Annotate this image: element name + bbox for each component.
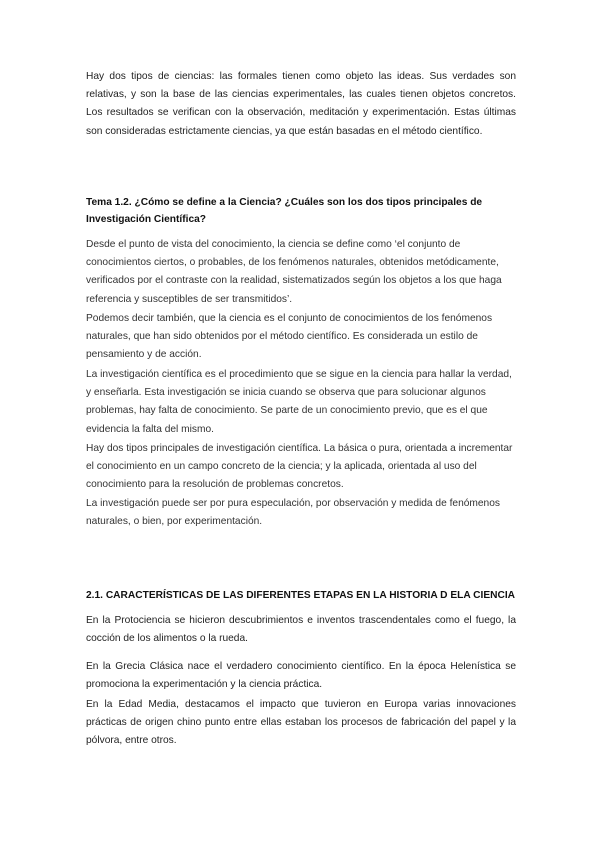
edad-media-paragraph: En la Edad Media, destacamos el impacto que tuvieron en Europa varias innovaciones prácticas de origen chino punto entre ellas estaban los procesos de fabricación del papel y la pólvora, entre otros. bbox=[86, 699, 516, 747]
section-heading-tema-1-2: Tema 1.2. ¿Cómo se define a la Ciencia? ¿Cuáles son los dos tipos principales de Investigación Científica? bbox=[86, 197, 483, 225]
investigacion-paragraph: La investigación científica es el procedimiento que se sigue en la ciencia para hallar la verdad, y enseñarla. Esta investigación se inicia cuando se observa que para solucionar algunos problemas, hay falta de conocimiento. Se parte de un conocimiento previo, que es el que evidencia la falta del mismo. bbox=[86, 369, 512, 435]
podemos-paragraph: Podemos decir también, que la ciencia es el conjunto de conocimientos de los fenómenos naturales, que han sido obtenidos por el método científico. Es considerada un estilo de pensamiento y de acción. bbox=[86, 313, 493, 361]
grecia-paragraph: En la Grecia Clásica nace el verdadero conocimiento científico. En la época Helenística se promociona la experimentación y la ciencia práctica. bbox=[86, 661, 516, 691]
definition-paragraph: Desde el punto de vista del conocimiento, la ciencia se define como ‘el conjunto de conocimientos ciertos, o probables, de los fenómenos naturales, obtenidos metódicamente, verificados por el contraste con la realidad, sistematizados según los objetos a los que haga referencia y susceptibles de ser transmitidos’. bbox=[86, 239, 502, 305]
section-heading-caracteristicas: 2.1. CARACTERÍSTICAS DE LAS DIFERENTES ETAPAS EN LA HISTORIA D ELA CIENCIA bbox=[86, 590, 516, 601]
puede-paragraph: La investigación puede ser por pura especulación, por observación y medida de fenómenos naturales, o bien, por experimentación. bbox=[86, 498, 500, 528]
intro-paragraph: Hay dos tipos de ciencias: las formales tienen como objeto las ideas. Sus verdades son relativas, y son la base de las ciencias experimentales, las cuales tienen objetos concretos. Los resultados se verifican con la observación, meditación y experimentación. Estas últimas son consideradas estrictamente ciencias, ya que están basadas en el método científico. bbox=[86, 71, 516, 137]
tipos-paragraph: Hay dos tipos principales de investigación científica. La básica o pura, orientada a incrementar el conocimiento en un campo concreto de la ciencia; y la aplicada, orientada al uso del conocimiento para la resolución de problemas concretos. bbox=[86, 443, 513, 491]
protociencia-paragraph: En la Protociencia se hicieron descubrimientos e inventos trascendentales como el fuego, la cocción de los alimentos o la rueda. bbox=[86, 615, 516, 645]
